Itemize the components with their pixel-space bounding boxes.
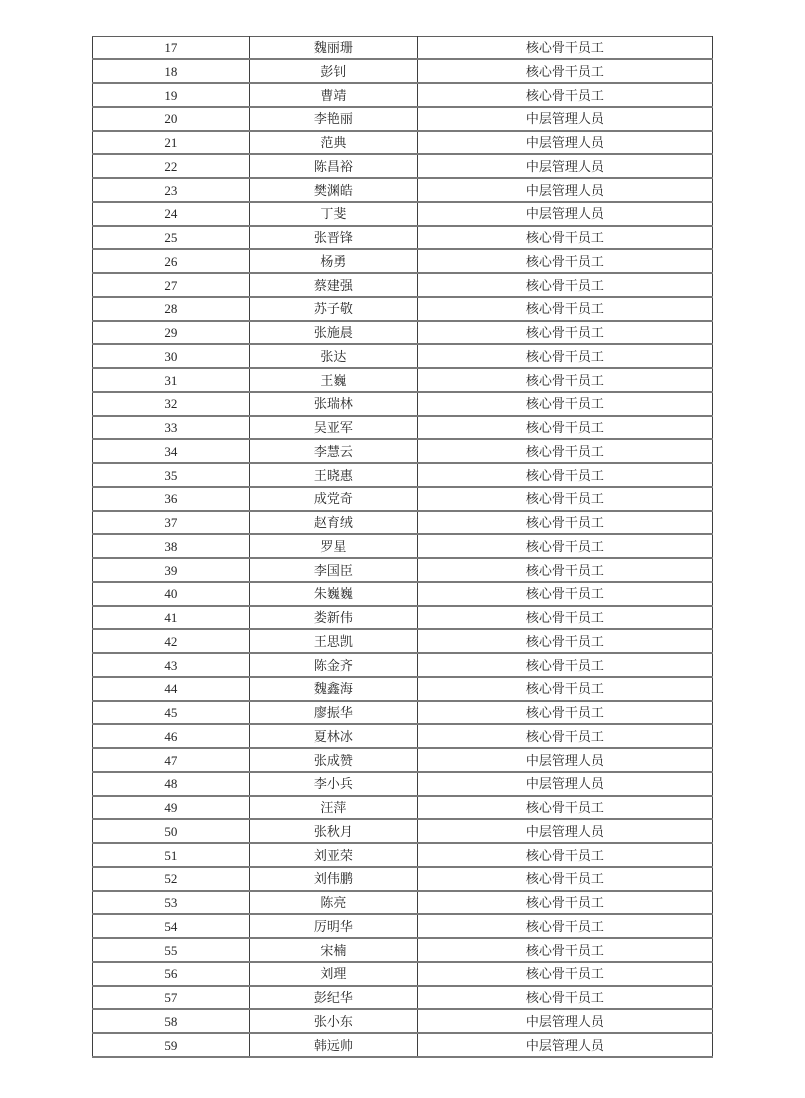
- employee-category-cell: 核心骨干员工: [417, 582, 712, 606]
- row-number-cell: 35: [93, 463, 250, 487]
- table-row: [93, 606, 713, 630]
- row-number-cell: 45: [93, 701, 250, 725]
- employee-category-cell: 核心骨干员工: [417, 59, 712, 83]
- table-row: [93, 962, 713, 986]
- employee-name-cell: 刘亚荣: [249, 843, 417, 867]
- row-number-cell: 34: [93, 439, 250, 463]
- row-number-cell: 31: [93, 368, 250, 392]
- employee-name-cell: 张达: [249, 344, 417, 368]
- employee-roster-table: [92, 36, 713, 1058]
- employee-category-cell: 核心骨干员工: [417, 344, 712, 368]
- employee-name-cell: 韩远帅: [249, 1033, 417, 1057]
- row-number-cell: 25: [93, 226, 250, 250]
- table-row: [93, 677, 713, 701]
- table-row: [93, 249, 713, 273]
- employee-category-cell: 核心骨干员工: [417, 843, 712, 867]
- table-row: [93, 511, 713, 535]
- row-number-cell: 24: [93, 202, 250, 226]
- row-number-cell: 23: [93, 178, 250, 202]
- employee-category-cell: 核心骨干员工: [417, 891, 712, 915]
- employee-category-cell: 中层管理人员: [417, 131, 712, 155]
- table-row: [93, 37, 713, 60]
- row-number-cell: 37: [93, 511, 250, 535]
- employee-name-cell: 李慧云: [249, 439, 417, 463]
- employee-category-cell: 核心骨干员工: [417, 534, 712, 558]
- row-number-cell: 52: [93, 867, 250, 891]
- table-row: [93, 83, 713, 107]
- row-number-cell: 54: [93, 914, 250, 938]
- row-number-cell: 59: [93, 1033, 250, 1057]
- employee-roster-body: [93, 37, 713, 1058]
- employee-name-cell: 张小东: [249, 1009, 417, 1033]
- row-number-cell: 46: [93, 724, 250, 748]
- table-row: [93, 914, 713, 938]
- table-row: [93, 867, 713, 891]
- employee-category-cell: 核心骨干员工: [417, 439, 712, 463]
- row-number-cell: 17: [93, 37, 250, 60]
- row-number-cell: 53: [93, 891, 250, 915]
- table-row: [93, 891, 713, 915]
- row-number-cell: 27: [93, 273, 250, 297]
- row-number-cell: 30: [93, 344, 250, 368]
- employee-category-cell: 核心骨干员工: [417, 677, 712, 701]
- employee-name-cell: 陈昌裕: [249, 154, 417, 178]
- employee-name-cell: 成党奇: [249, 487, 417, 511]
- employee-category-cell: 中层管理人员: [417, 748, 712, 772]
- employee-name-cell: 刘伟鹏: [249, 867, 417, 891]
- table-row: [93, 653, 713, 677]
- employee-name-cell: 吴亚军: [249, 416, 417, 440]
- employee-category-cell: 核心骨干员工: [417, 226, 712, 250]
- employee-category-cell: 核心骨干员工: [417, 938, 712, 962]
- employee-name-cell: 李小兵: [249, 772, 417, 796]
- row-number-cell: 50: [93, 819, 250, 843]
- employee-category-cell: 中层管理人员: [417, 1009, 712, 1033]
- row-number-cell: 51: [93, 843, 250, 867]
- employee-category-cell: 核心骨干员工: [417, 249, 712, 273]
- employee-name-cell: 李国臣: [249, 558, 417, 582]
- employee-category-cell: 中层管理人员: [417, 772, 712, 796]
- employee-name-cell: 李艳丽: [249, 107, 417, 131]
- table-row: [93, 226, 713, 250]
- employee-category-cell: 核心骨干员工: [417, 914, 712, 938]
- employee-category-cell: 中层管理人员: [417, 178, 712, 202]
- table-row: [93, 178, 713, 202]
- table-row: [93, 416, 713, 440]
- employee-category-cell: 核心骨干员工: [417, 297, 712, 321]
- employee-name-cell: 赵育绒: [249, 511, 417, 535]
- table-row: [93, 344, 713, 368]
- employee-name-cell: 曹靖: [249, 83, 417, 107]
- row-number-cell: 47: [93, 748, 250, 772]
- employee-name-cell: 陈金齐: [249, 653, 417, 677]
- employee-category-cell: 核心骨干员工: [417, 37, 712, 60]
- row-number-cell: 57: [93, 986, 250, 1010]
- employee-category-cell: 核心骨干员工: [417, 724, 712, 748]
- row-number-cell: 44: [93, 677, 250, 701]
- employee-category-cell: 核心骨干员工: [417, 463, 712, 487]
- employee-name-cell: 樊渊皓: [249, 178, 417, 202]
- table-row: [93, 107, 713, 131]
- employee-name-cell: 廖振华: [249, 701, 417, 725]
- employee-category-cell: 核心骨干员工: [417, 962, 712, 986]
- employee-category-cell: 核心骨干员工: [417, 867, 712, 891]
- table-row: [93, 202, 713, 226]
- employee-name-cell: 夏林冰: [249, 724, 417, 748]
- employee-category-cell: 中层管理人员: [417, 1033, 712, 1057]
- row-number-cell: 19: [93, 83, 250, 107]
- employee-name-cell: 张瑞林: [249, 392, 417, 416]
- table-row: [93, 321, 713, 345]
- employee-name-cell: 张秋月: [249, 819, 417, 843]
- table-row: [93, 487, 713, 511]
- employee-name-cell: 刘理: [249, 962, 417, 986]
- row-number-cell: 39: [93, 558, 250, 582]
- employee-name-cell: 苏子敬: [249, 297, 417, 321]
- table-row: [93, 368, 713, 392]
- table-row: [93, 796, 713, 820]
- employee-name-cell: 宋楠: [249, 938, 417, 962]
- table-row: [93, 819, 713, 843]
- table-row: [93, 748, 713, 772]
- employee-name-cell: 丁斐: [249, 202, 417, 226]
- table-row: [93, 273, 713, 297]
- table-row: [93, 629, 713, 653]
- row-number-cell: 29: [93, 321, 250, 345]
- row-number-cell: 48: [93, 772, 250, 796]
- table-row: [93, 938, 713, 962]
- employee-category-cell: 核心骨干员工: [417, 558, 712, 582]
- table-row: [93, 1033, 713, 1057]
- row-number-cell: 38: [93, 534, 250, 558]
- employee-name-cell: 王巍: [249, 368, 417, 392]
- employee-category-cell: 核心骨干员工: [417, 701, 712, 725]
- row-number-cell: 32: [93, 392, 250, 416]
- row-number-cell: 43: [93, 653, 250, 677]
- employee-name-cell: 魏鑫海: [249, 677, 417, 701]
- row-number-cell: 21: [93, 131, 250, 155]
- table-row: [93, 986, 713, 1010]
- employee-name-cell: 范典: [249, 131, 417, 155]
- employee-category-cell: 核心骨干员工: [417, 606, 712, 630]
- employee-name-cell: 王晓惠: [249, 463, 417, 487]
- employee-name-cell: 陈亮: [249, 891, 417, 915]
- table-row: [93, 131, 713, 155]
- employee-category-cell: 中层管理人员: [417, 202, 712, 226]
- employee-name-cell: 魏丽珊: [249, 37, 417, 60]
- employee-name-cell: 蔡建强: [249, 273, 417, 297]
- row-number-cell: 18: [93, 59, 250, 83]
- employee-category-cell: 核心骨干员工: [417, 653, 712, 677]
- table-row: [93, 582, 713, 606]
- employee-category-cell: 核心骨干员工: [417, 416, 712, 440]
- row-number-cell: 42: [93, 629, 250, 653]
- row-number-cell: 58: [93, 1009, 250, 1033]
- employee-name-cell: 王思凯: [249, 629, 417, 653]
- employee-category-cell: 核心骨干员工: [417, 273, 712, 297]
- row-number-cell: 33: [93, 416, 250, 440]
- table-row: [93, 297, 713, 321]
- employee-category-cell: 核心骨干员工: [417, 629, 712, 653]
- row-number-cell: 41: [93, 606, 250, 630]
- employee-category-cell: 中层管理人员: [417, 154, 712, 178]
- row-number-cell: 40: [93, 582, 250, 606]
- employee-category-cell: 中层管理人员: [417, 819, 712, 843]
- table-row: [93, 772, 713, 796]
- table-row: [93, 534, 713, 558]
- employee-category-cell: 核心骨干员工: [417, 368, 712, 392]
- row-number-cell: 56: [93, 962, 250, 986]
- table-row: [93, 439, 713, 463]
- employee-name-cell: 张成赞: [249, 748, 417, 772]
- employee-name-cell: 张施晨: [249, 321, 417, 345]
- employee-name-cell: 汪萍: [249, 796, 417, 820]
- employee-category-cell: 核心骨干员工: [417, 986, 712, 1010]
- row-number-cell: 49: [93, 796, 250, 820]
- table-row: [93, 558, 713, 582]
- employee-name-cell: 罗星: [249, 534, 417, 558]
- employee-name-cell: 娄新伟: [249, 606, 417, 630]
- row-number-cell: 55: [93, 938, 250, 962]
- employee-name-cell: 杨勇: [249, 249, 417, 273]
- employee-name-cell: 彭钊: [249, 59, 417, 83]
- table-row: [93, 724, 713, 748]
- employee-name-cell: 厉明华: [249, 914, 417, 938]
- employee-category-cell: 核心骨干员工: [417, 796, 712, 820]
- table-row: [93, 392, 713, 416]
- row-number-cell: 28: [93, 297, 250, 321]
- employee-category-cell: 核心骨干员工: [417, 83, 712, 107]
- row-number-cell: 36: [93, 487, 250, 511]
- employee-category-cell: 核心骨干员工: [417, 321, 712, 345]
- table-row: [93, 154, 713, 178]
- employee-category-cell: 核心骨干员工: [417, 487, 712, 511]
- table-row: [93, 843, 713, 867]
- employee-name-cell: 朱巍巍: [249, 582, 417, 606]
- table-row: [93, 59, 713, 83]
- employee-category-cell: 核心骨干员工: [417, 392, 712, 416]
- table-row: [93, 463, 713, 487]
- row-number-cell: 26: [93, 249, 250, 273]
- row-number-cell: 20: [93, 107, 250, 131]
- row-number-cell: 22: [93, 154, 250, 178]
- employee-category-cell: 中层管理人员: [417, 107, 712, 131]
- employee-name-cell: 张晋锋: [249, 226, 417, 250]
- table-row: [93, 701, 713, 725]
- table-row: [93, 1009, 713, 1033]
- employee-category-cell: 核心骨干员工: [417, 511, 712, 535]
- employee-name-cell: 彭纪华: [249, 986, 417, 1010]
